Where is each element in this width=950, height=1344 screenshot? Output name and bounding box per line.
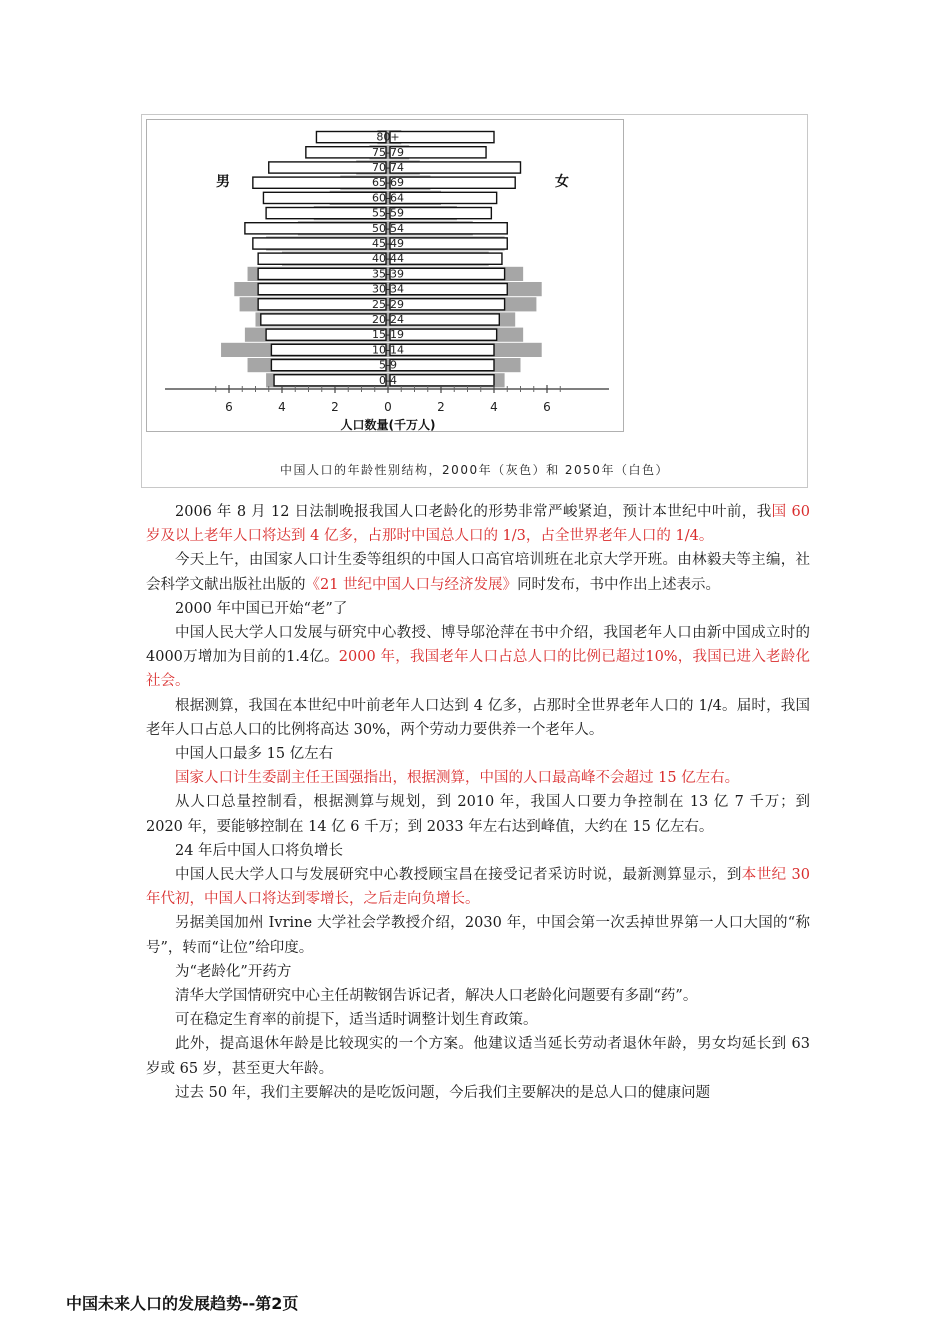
paragraph	[146, 742, 810, 766]
age-group-label: 25-29	[372, 297, 404, 311]
paragraph	[146, 694, 810, 742]
bar-2050-female	[390, 238, 507, 249]
text-run: 2006 年 8 月 12 日法制晚报我国人口老龄化的形势非常严峻紧迫，预计本世纪中叶前，我	[175, 504, 772, 520]
bar-2050-male	[263, 192, 386, 203]
bar-2050-female	[390, 299, 505, 310]
figure-caption: 中国人口的年龄性别结构，2000年（灰色）和 2050年（白色）	[280, 463, 669, 477]
paragraph	[146, 621, 810, 694]
bar-2050-female	[390, 344, 494, 355]
bar-2050-female	[390, 314, 499, 325]
bar-2050-male	[271, 360, 386, 371]
bar-2050-male	[271, 344, 386, 355]
population-pyramid-chart	[146, 119, 624, 432]
text-run: 24 年后中国人口将负增长	[175, 842, 344, 859]
age-group-label: 5-9	[379, 358, 397, 372]
paragraph	[146, 1032, 810, 1080]
x-tick-label: 4	[490, 400, 498, 414]
x-axis-label: 人口数量(千万人)	[340, 418, 436, 431]
bar-2050-male	[258, 284, 386, 295]
bar-2050-female	[390, 162, 521, 173]
paragraph	[146, 766, 810, 790]
text-run: 今天上午，由国家人口计生委等组织的中国人口高官培训班在北京大学开班。由林毅夫等主编，社会科学文献出版社出版的	[146, 552, 810, 593]
paragraph	[146, 597, 810, 621]
paragraph	[146, 911, 810, 959]
text-run: 根据测算，我国在本世纪中叶前老年人口达到 4 亿多，占那时全世界老年人口的 1/4。届时，我国老年人口占总人口的比例将高达 30%，两个劳动力要供养一个老年人。	[146, 697, 810, 738]
age-group-label: 80+	[376, 130, 400, 144]
text-run: 过去 50 年，我们主要解决的是吃饭问题，今后我们主要解决的是总人口的健康问题	[175, 1084, 711, 1101]
text-run: 清华大学国情研究中心主任胡鞍钢告诉记者，解决人口老龄化问题要有多副“药”。	[175, 988, 698, 1005]
paragraph	[146, 790, 810, 838]
highlighted-text: 国家人口计生委副主任王国强指出，根据测算，中国的人口最高峰不会超过 15 亿左右。	[175, 770, 740, 787]
bar-2050-female	[390, 268, 505, 279]
bar-2050-male	[258, 268, 386, 279]
bar-2050-female	[390, 375, 494, 386]
x-tick-label: 2	[331, 400, 339, 414]
bar-2050-female	[390, 192, 497, 203]
paragraph	[146, 548, 810, 596]
bar-2050-female	[390, 208, 491, 219]
x-tick-label: 4	[278, 400, 286, 414]
bar-2050-female	[390, 329, 497, 340]
age-group-label: 75-79	[372, 145, 404, 159]
male-label: 男	[216, 174, 230, 190]
age-group-label: 30-34	[372, 282, 404, 296]
age-group-label: 60-64	[372, 191, 404, 205]
paragraph	[146, 839, 810, 863]
bar-2050-female	[390, 223, 507, 234]
text-run: 此外，提高退休年龄是比较现实的一个方案。他建议适当延长劳动者退休年龄，男女均延长到 63 岁或 65 岁，甚至更大年龄。	[146, 1036, 810, 1077]
x-tick-label: 6	[225, 400, 233, 414]
age-group-label: 45-49	[372, 237, 404, 250]
highlighted-text: 国 60 岁及以上老年人口将达到 4 亿多，占那时中国总人口的 1/3，占全世界老年人口的 1/4。	[146, 504, 811, 545]
age-group-label: 50-54	[372, 221, 404, 235]
bar-2050-male	[266, 329, 386, 340]
bar-2050-female	[390, 177, 515, 188]
highlighted-text: 本世纪 30 年代初，中国人口将达到零增长，之后走向负增长。	[146, 867, 811, 908]
page-footer: 中国未来人口的发展趋势--第2页	[66, 1294, 299, 1313]
bar-2050-male	[258, 299, 386, 310]
bar-2050-female	[390, 284, 507, 295]
age-group-label: 65-69	[372, 176, 404, 190]
highlighted-text: 2000 年，我国老年人口占总人口的比例已超过10%，我国已进入老龄化社会。	[146, 649, 810, 690]
highlighted-text: 《21 世纪中国人口与经济发展》	[305, 576, 518, 593]
age-group-label: 55-59	[372, 206, 404, 220]
text-run: 另据美国加州 Ivrine 大学社会学教授介绍，2030 年，中国会第一次丢掉世界第一人口大国的“称号”，转而“让位”给印度。	[146, 915, 810, 956]
bar-2050-female	[390, 253, 502, 264]
article-body	[146, 500, 810, 1105]
paragraph	[146, 863, 810, 911]
bar-2050-male	[245, 223, 386, 234]
text-run: 为“老龄化”开药方	[175, 963, 292, 980]
age-group-label: 15-19	[372, 328, 404, 342]
text-run: 中国人口最多 15 亿左右	[175, 746, 334, 763]
text-run: 中国人民大学人口与发展研究中心教授顾宝昌在接受记者采访时说，最新测算显示，到	[175, 867, 742, 884]
age-group-label: 35-39	[372, 267, 404, 281]
paragraph	[146, 1008, 810, 1032]
bar-2050-female	[390, 132, 494, 143]
age-group-label: 40-44	[372, 252, 404, 266]
age-group-label: 10-14	[372, 343, 404, 357]
x-tick-label: 2	[437, 400, 445, 414]
female-label: 女	[555, 174, 569, 190]
paragraph	[146, 984, 810, 1008]
text-run: 中国人民大学人口发展与研究中心教授、博导邬沧萍在书中介绍，我国老年人口由新中国成立时的4000万增加为目前的1.4亿。	[146, 625, 810, 666]
bar-2050-male	[258, 253, 386, 264]
bar-2050-male	[274, 375, 386, 386]
text-run: 2000 年中国已开始“老”了	[175, 600, 348, 617]
bar-2050-female	[390, 147, 486, 158]
bar-2050-male	[269, 162, 386, 173]
x-tick-label: 6	[543, 400, 551, 414]
bar-2050-male	[253, 177, 386, 188]
text-run: 从人口总量控制看，根据测算与规划，到 2010 年，我国人口要力争控制在 13 亿 7 千万；到 2020 年，要能够控制在 14 亿 6 千万；到 2033 年左右达到峰值，大约在 15 亿左右。	[146, 794, 810, 835]
text-run: 可在稳定生育率的前提下，适当适时调整计划生育政策。	[175, 1012, 538, 1029]
paragraph	[146, 500, 810, 548]
text-run: 同时发布，书中作出上述表示。	[517, 576, 721, 593]
x-tick-label: 0	[384, 400, 392, 414]
age-group-label: 0-4	[379, 373, 397, 387]
bar-2050-female	[390, 360, 494, 371]
paragraph	[146, 1081, 810, 1105]
paragraph	[146, 960, 810, 984]
age-group-label: 70-74	[372, 161, 404, 174]
age-group-label: 20-24	[372, 313, 404, 326]
bar-2050-male	[253, 238, 386, 249]
bar-2050-male	[261, 314, 386, 325]
bar-2050-male	[266, 208, 386, 219]
